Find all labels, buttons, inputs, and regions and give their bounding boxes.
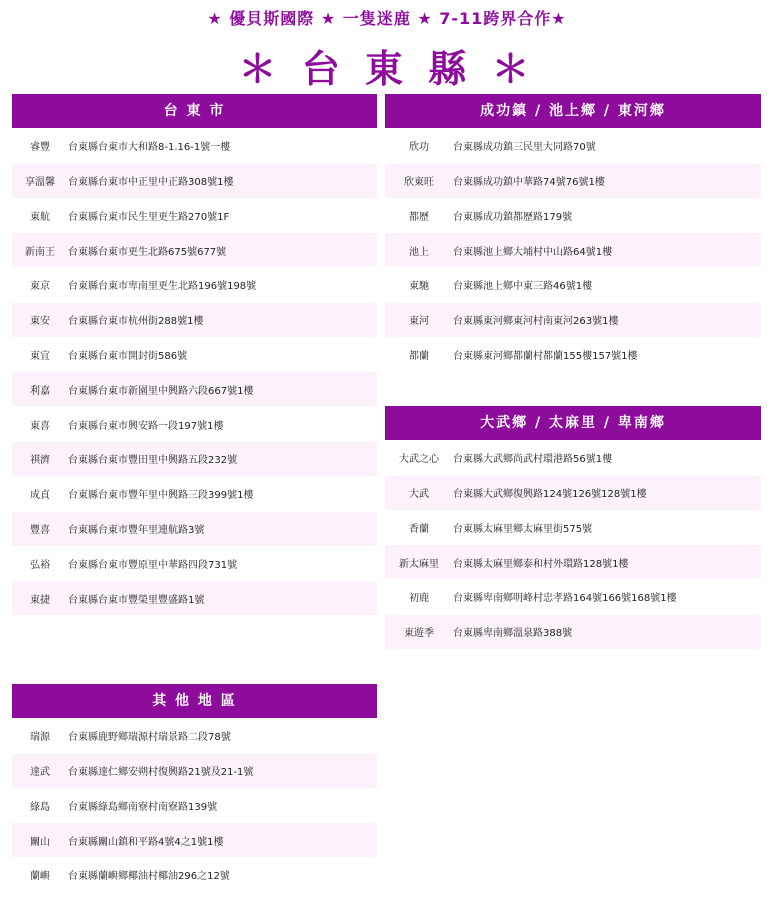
store-row (12, 338, 377, 372)
store-name: 豐喜 (30, 525, 50, 537)
store-name: 欣東旺 (404, 177, 434, 189)
store-address: 台東縣台東市新園里中興路六段667號1樓 (68, 385, 254, 397)
store-name: 香蘭 (409, 523, 429, 535)
store-address: 台東縣台東市大和路8-1.16-1號一樓 (68, 142, 231, 154)
store-name: 東馳 (409, 281, 429, 293)
store-name: 關山 (30, 836, 50, 848)
section-header: 台 東 市 (12, 94, 377, 128)
store-address: 台東縣池上鄉大埔村中山路64號1樓 (453, 246, 613, 258)
store-row (12, 372, 377, 406)
store-address: 台東縣卑南鄉溫泉路388號 (453, 628, 573, 640)
store-row (385, 233, 761, 267)
store-name: 瑞源 (30, 732, 50, 744)
store-address: 台東縣東河鄉都蘭村都蘭155樓157號1樓 (453, 351, 638, 363)
store-address: 台東縣台東市中正里中正路308號1樓 (68, 177, 234, 189)
store-name: 都歷 (409, 211, 429, 223)
store-row (385, 545, 761, 579)
store-address: 台東縣蘭嶼鄉椰油村椰油296之12號 (68, 871, 230, 883)
store-row (12, 788, 377, 822)
store-row (385, 198, 761, 232)
store-address: 台東縣成功鎮三民里大同路70號 (453, 142, 596, 154)
store-name: 享溫馨 (25, 177, 55, 189)
store-address: 台東縣大武鄉尚武村環港路56號1樓 (453, 454, 613, 466)
store-row (385, 441, 761, 475)
store-name: 綠島 (30, 801, 50, 813)
store-address: 台東縣台東市豐年里連航路3號 (68, 525, 205, 537)
store-address: 台東縣台東市豐原里中華路四段731號 (68, 559, 238, 571)
store-row (12, 858, 377, 892)
store-list (12, 719, 377, 892)
store-row (12, 719, 377, 753)
store-name: 祺濟 (30, 455, 50, 467)
store-address: 台東縣卑南鄉明峰村忠孝路164號166號168號1樓 (453, 593, 677, 605)
store-name: 新南王 (25, 246, 55, 258)
store-name: 東遊季 (404, 628, 434, 640)
store-row (12, 581, 377, 615)
store-name: 東航 (30, 211, 50, 223)
store-list (385, 441, 761, 649)
store-row (12, 233, 377, 267)
store-name: 東捷 (30, 594, 50, 606)
store-address: 台東縣東河鄉東河村南東河263號1樓 (453, 316, 619, 328)
store-name: 弘裕 (30, 559, 50, 571)
store-address: 台東縣大武鄉復興路124號126號128號1樓 (453, 489, 647, 501)
store-name: 利嘉 (30, 385, 50, 397)
store-address: 台東縣達仁鄉安朔村復興路21號及21-1號 (68, 767, 254, 779)
store-name: 東京 (30, 281, 50, 293)
store-address: 台東縣台東市興安路一段197號1樓 (68, 420, 224, 432)
store-row (12, 823, 377, 857)
store-address: 台東縣台東市豐榮里豐盛路1號 (68, 594, 205, 606)
store-row (12, 129, 377, 163)
store-list (385, 129, 761, 372)
store-address: 台東縣成功鎮都歷路179號 (453, 211, 573, 223)
section-chenggong-chishang-donghe (385, 94, 761, 372)
store-row (385, 268, 761, 302)
store-address: 台東縣台東市杭州街288號1樓 (68, 316, 204, 328)
store-row (12, 546, 377, 580)
store-row (12, 754, 377, 788)
store-address: 台東縣台東市更生北路675號677號 (68, 246, 227, 258)
store-name: 東宜 (30, 351, 50, 363)
store-row (385, 338, 761, 372)
store-name: 東河 (409, 316, 429, 328)
store-row (385, 510, 761, 544)
store-name: 新太麻里 (399, 558, 439, 570)
store-name: 達武 (30, 767, 50, 779)
store-name: 成貞 (30, 490, 50, 502)
store-row (12, 512, 377, 546)
page-banner: ★ 優貝斯國際 ★ 一隻迷鹿 ★ 7-11跨界合作★ (207, 9, 567, 28)
store-row (12, 442, 377, 476)
store-name: 睿豐 (30, 142, 50, 154)
store-address: 台東縣台東市豐田里中興路五段232號 (68, 455, 238, 467)
store-address: 台東縣成功鎮中華路74號76號1樓 (453, 177, 605, 189)
store-row (12, 198, 377, 232)
store-address: 台東縣池上鄉中東三路46號1樓 (453, 281, 593, 293)
section-other-areas (12, 684, 377, 892)
store-name: 蘭嶼 (30, 871, 50, 883)
section-header: 成功鎮 / 池上鄉 / 東河鄉 (385, 94, 761, 128)
store-row (385, 164, 761, 198)
store-name: 初鹿 (409, 593, 429, 605)
store-row (385, 129, 761, 163)
store-name: 東喜 (30, 420, 50, 432)
section-taitung-city (12, 94, 377, 615)
store-address: 台東縣太麻里鄉太麻里街575號 (453, 523, 593, 535)
section-dawu-taimali-beinan (385, 406, 761, 649)
store-row (385, 580, 761, 614)
store-address: 台東縣台東市卑南里更生北路196號198號 (68, 281, 257, 293)
store-name: 池上 (409, 246, 429, 258)
store-name: 大武之心 (399, 454, 439, 466)
store-row (385, 476, 761, 510)
store-name: 大武 (409, 489, 429, 501)
store-address: 台東縣台東市豐年里中興路三段399號1樓 (68, 490, 254, 502)
store-address: 台東縣鹿野鄉瑞源村瑞景路二段78號 (68, 732, 231, 744)
store-name: 都蘭 (409, 351, 429, 363)
store-address: 台東縣關山鎮和平路4號4之1號1樓 (68, 836, 224, 848)
store-row (12, 477, 377, 511)
store-row (12, 407, 377, 441)
store-name: 欣功 (409, 142, 429, 154)
store-address: 台東縣台東市民生里更生路270號1F (68, 211, 230, 223)
store-address: 台東縣綠島鄉南寮村南寮路139號 (68, 801, 218, 813)
store-address: 台東縣太麻里鄉泰和村外環路128號1樓 (453, 558, 629, 570)
store-address: 台東縣台東市開封街586號 (68, 351, 188, 363)
section-header: 大武鄉 / 太麻里 / 卑南鄉 (385, 406, 761, 440)
section-header: 其 他 地 區 (12, 684, 377, 718)
store-row (12, 303, 377, 337)
page-title: ＊ 台 東 縣 ＊ (238, 47, 536, 91)
store-name: 東安 (30, 316, 50, 328)
store-list (12, 129, 377, 615)
store-row (385, 615, 761, 649)
store-row (385, 303, 761, 337)
store-row (12, 268, 377, 302)
store-row (12, 164, 377, 198)
